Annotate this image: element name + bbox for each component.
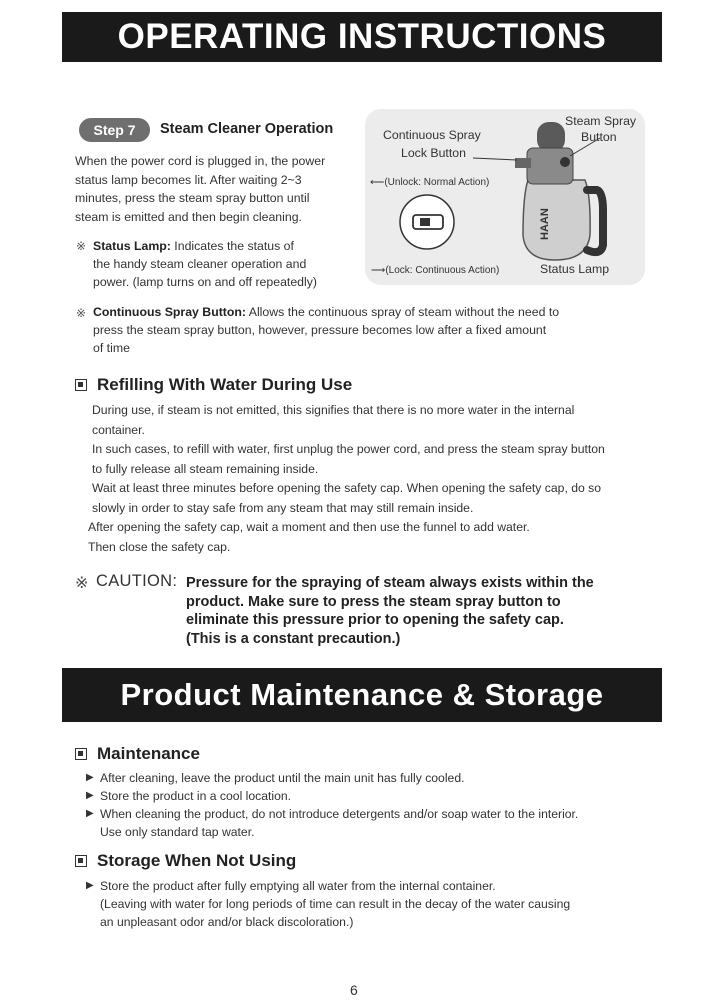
note-mark: ※ <box>76 306 87 320</box>
status-lamp-text: the handy steam cleaner operation and <box>93 257 307 271</box>
continuous-spray-label: Continuous Spray Button: <box>93 305 247 319</box>
refilling-line: In such cases, to refill with water, first unplug the power cord, and press the steam spray button <box>92 442 605 456</box>
step-title: Steam Cleaner Operation <box>160 121 334 137</box>
step-badge: Step 7 <box>79 118 150 142</box>
caution-line: Pressure for the spraying of steam always exists within the <box>186 575 594 591</box>
square-bullet-icon <box>75 379 87 391</box>
step-description <box>75 152 360 226</box>
list-item: ▶ Store the product after fully emptying all water from the internal container. <box>86 879 496 893</box>
page-number: 6 <box>350 982 358 998</box>
maintenance-banner: Product Maintenance & Storage <box>62 668 662 722</box>
triangle-bullet-icon: ▶ <box>86 808 94 819</box>
continuous-spray-text: press the steam spray button, however, pressure becomes low after a fixed amount <box>93 323 547 337</box>
continuous-spray-label: Continuous Spray <box>383 128 481 142</box>
maintenance-list <box>86 769 676 841</box>
square-bullet-icon <box>75 748 87 760</box>
lock-label: ⟶(Lock: Continuous Action) <box>371 265 500 276</box>
triangle-bullet-icon: ▶ <box>86 790 94 801</box>
refilling-heading <box>75 375 352 395</box>
refilling-line: Then close the safety cap. <box>88 539 231 554</box>
lock-button-part <box>515 158 531 168</box>
continuous-spray-text: Allows the continuous spray of steam without the need to <box>246 305 560 319</box>
step-line: steam is emitted and then begin cleaning. <box>75 209 302 224</box>
maintenance-heading-text: Maintenance <box>97 744 200 763</box>
step-line: status lamp becomes lit. After waiting 2~3 <box>75 172 302 187</box>
page-title-banner: OPERATING INSTRUCTIONS <box>62 12 662 62</box>
storage-heading <box>75 851 296 871</box>
refilling-paragraph <box>88 401 682 557</box>
refilling-line: container. <box>92 422 145 437</box>
leader-line <box>473 158 517 160</box>
triangle-bullet-icon: ▶ <box>86 772 94 783</box>
status-lamp-diagram-label: Status Lamp <box>540 262 610 276</box>
triangle-bullet-icon: ▶ <box>86 880 94 891</box>
list-item-continuation: an unpleasant odor and/or black discoloration.) <box>100 915 354 929</box>
cleaner-body <box>523 180 590 260</box>
refilling-line: During use, if steam is not emitted, this signifies that there is no more water in the internal <box>92 403 575 417</box>
caution-label: CAUTION: <box>96 572 178 590</box>
caution-line: product. Make sure to press the steam spray button to <box>186 593 561 610</box>
refilling-line: After opening the safety cap, wait a moment and then use the funnel to add water. <box>88 520 530 534</box>
list-item: ▶ When cleaning the product, do not introduce detergents and/or soap water to the interior. <box>86 807 579 821</box>
lock-button-label: Lock Button <box>401 146 466 160</box>
steam-spray-label: Steam Spray <box>565 114 637 128</box>
caution-line: (This is a constant precaution.) <box>186 630 401 647</box>
maintenance-heading <box>75 744 200 764</box>
caution-text <box>186 574 646 648</box>
storage-heading-text: Storage When Not Using <box>97 851 297 870</box>
unlock-label: ⟵(Unlock: Normal Action) <box>370 177 490 188</box>
caution-mark: ※ <box>75 575 89 592</box>
status-lamp-note <box>93 237 368 291</box>
refilling-line: slowly in order to stay safe from any steam that may still remain inside. <box>92 500 474 515</box>
spray-button-part <box>560 157 570 167</box>
note-mark: ※ <box>76 239 87 253</box>
list-item-continuation: (Leaving with water for long periods of time can result in the decay of the water causing <box>100 897 571 911</box>
list-item: ▶ After cleaning, leave the product until the main unit has fully cooled. <box>86 771 465 785</box>
list-item: ▶ Store the product in a cool location. <box>86 789 292 803</box>
step-line: minutes, press the steam spray button until <box>75 191 310 205</box>
status-lamp-text: power. (lamp turns on and off repeatedly) <box>93 275 317 289</box>
list-item-continuation: Use only standard tap water. <box>100 825 255 839</box>
status-lamp-label: Status Lamp: <box>93 239 171 253</box>
steam-button-label: Button <box>581 130 617 144</box>
refilling-line: Wait at least three minutes before opening the safety cap. When opening the safety cap, do so <box>92 481 602 495</box>
status-lamp-text: Indicates the status of <box>170 239 294 253</box>
continuous-spray-text: of time <box>93 341 130 355</box>
lock-zoom-detail <box>420 218 430 226</box>
refilling-line: to fully release all steam remaining inside. <box>92 461 319 476</box>
brand-label: HAAN <box>539 208 551 240</box>
caution-line: eliminate this pressure prior to opening the safety cap. <box>186 612 564 628</box>
refilling-heading-text: Refilling With Water During Use <box>97 375 353 394</box>
square-bullet-icon <box>75 855 87 867</box>
storage-list <box>86 877 676 931</box>
continuous-spray-note <box>93 303 673 357</box>
step-line: When the power cord is plugged in, the power <box>75 154 326 168</box>
